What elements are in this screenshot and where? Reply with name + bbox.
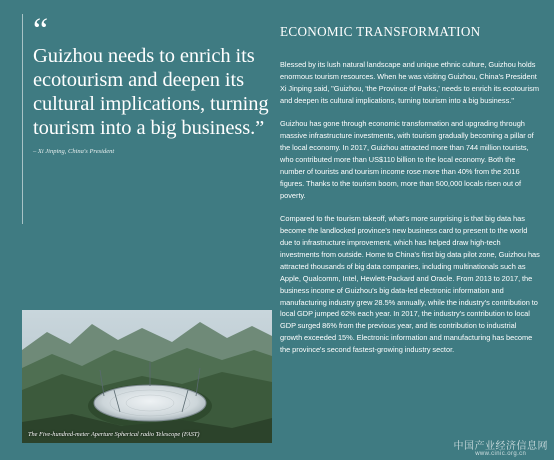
- telescope-photo: [22, 310, 272, 443]
- watermark-site-name: 中国产业经济信息网: [453, 441, 548, 452]
- article-paragraph-3: Compared to the tourism takeoff, what's more surprising is that big data has become the landlocked province's new business card to present to the world due to infrastructure improvement, which has helped draw high-tech investments from outside. Home to China's first big data pilot zone, Guizhou has attracted thousands of big data companies, including multinationals such as Apple, Qualcomm, Intel, Hewlett-Packard and Oracle. From 2013 to 2017, the business income of Guizhou's big data-led electronic information and manufacturing industry grew 28.5% annually, while the industry's contribution to local GDP jumped 62% each year. In 2017, the industry's contribution to local GDP surged 86% from the previous year, and its contribution to industrial growth exceeded 15%. Electronic information and manufacturing has become the province's second fastest-growing industry sector.: [280, 214, 540, 355]
- photo-caption: The Five-hundred-meter Aperture Spherical radio Telescope (FAST): [28, 431, 200, 438]
- article-paragraph-2: Guizhou has gone through economic transformation and upgrading through massive infrastructure investments, with tourism gradually becoming a pillar of the local economy. In 2017, Guizhou attracted more than 744 million tourists, who contributed more than US$110 billion to the local economy. Both the number of tourists and tourism income rose more than 40% from the 2016 figures. Thanks to the tourism boom, more than 500,000 locals risen out of poverty.: [280, 119, 534, 200]
- article-paragraph-1: Blessed by its lush natural landscape and unique ethnic culture, Guizhou holds enormous tourism resources. When he was visiting Guizhou, China's President Xi Jinping said, "Guizhou, 'the Province of Parks,' needs to enrich its ecotourism and deepen its cultural implications, turning tourism into a big business.": [280, 60, 539, 105]
- article-heading: ECONOMIC TRANSFORMATION: [280, 24, 481, 39]
- quote-attribution: – Xi Jinping, China's President: [33, 148, 115, 155]
- telescope-image: [22, 310, 272, 443]
- watermark-url: www.cinic.org.cn: [475, 451, 527, 457]
- quote-mark: “: [33, 12, 49, 49]
- article: [280, 24, 540, 368]
- quote-text: Guizhou needs to enrich its ecotourism and deepen its cultural implications, turning tourism into a big business.”: [33, 45, 269, 139]
- site-watermark: [454, 437, 549, 457]
- pull-quote: [22, 14, 272, 224]
